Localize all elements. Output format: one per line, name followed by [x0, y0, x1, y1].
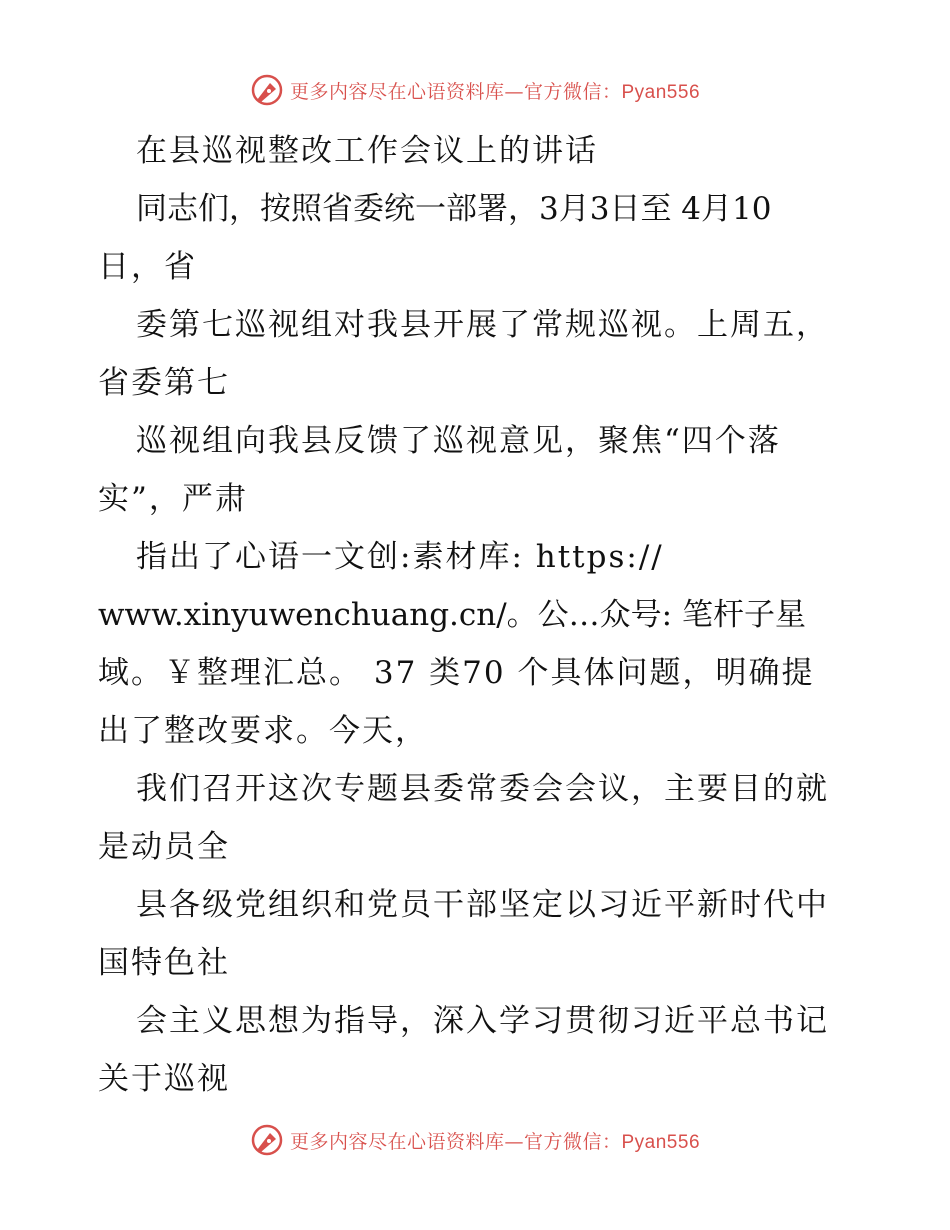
- paragraph-line: 县各级党组织和党员干部坚定以习近平新时代中: [136, 887, 829, 923]
- paragraph-line: www.xinyuwenchuang.cn/。公…众号: 笔杆子星: [98, 597, 806, 633]
- paragraph-line: 委第七巡视组对我县开展了常规巡视。上周五，: [136, 307, 829, 343]
- paragraph-line: 日，省: [98, 249, 197, 285]
- document-body: [98, 122, 868, 1108]
- paragraph-line: 会主义思想为指导，深入学习贯彻习近平总书记: [136, 1003, 829, 1039]
- header-banner-text: 更多内容尽在心语资料库—官方微信：Pyan556: [289, 80, 701, 103]
- footer-banner-id: Pyan556: [621, 1131, 701, 1153]
- paragraph-line: 域。￥整理汇总。 37 类70 个具体问题，明确提: [98, 655, 815, 691]
- paragraph-line: 关于巡视: [98, 1061, 230, 1097]
- footer-watermark-banner: [0, 1120, 950, 1160]
- paragraph-line: 国特色社: [98, 945, 230, 981]
- paragraph-line: 指出了心语一文创:素材库: https://: [136, 539, 664, 575]
- paragraph-line: 我们召开这次专题县委常委会会议，主要目的就: [136, 771, 829, 807]
- header-watermark-banner: [0, 70, 950, 110]
- paragraph-line: 同志们，按照省委统一部署，3月3日至 4月10: [136, 191, 772, 227]
- paragraph-line: 省委第七: [98, 365, 230, 401]
- header-banner-id: Pyan556: [621, 81, 701, 103]
- document-title: 在县巡视整改工作会议上的讲话: [136, 133, 598, 169]
- paragraph-line: 巡视组向我县反馈了巡视意见，聚焦“四个落: [136, 423, 781, 459]
- footer-banner-text: 更多内容尽在心语资料库—官方微信：Pyan556: [289, 1130, 701, 1153]
- paragraph-line: 出了整改要求。今天，: [98, 713, 428, 749]
- pen-nib-logo-icon: [250, 73, 284, 107]
- pen-nib-logo-icon: [250, 1123, 284, 1157]
- paragraph-line: 实”，严肃: [98, 481, 248, 517]
- paragraph-line: 是动员全: [98, 829, 230, 865]
